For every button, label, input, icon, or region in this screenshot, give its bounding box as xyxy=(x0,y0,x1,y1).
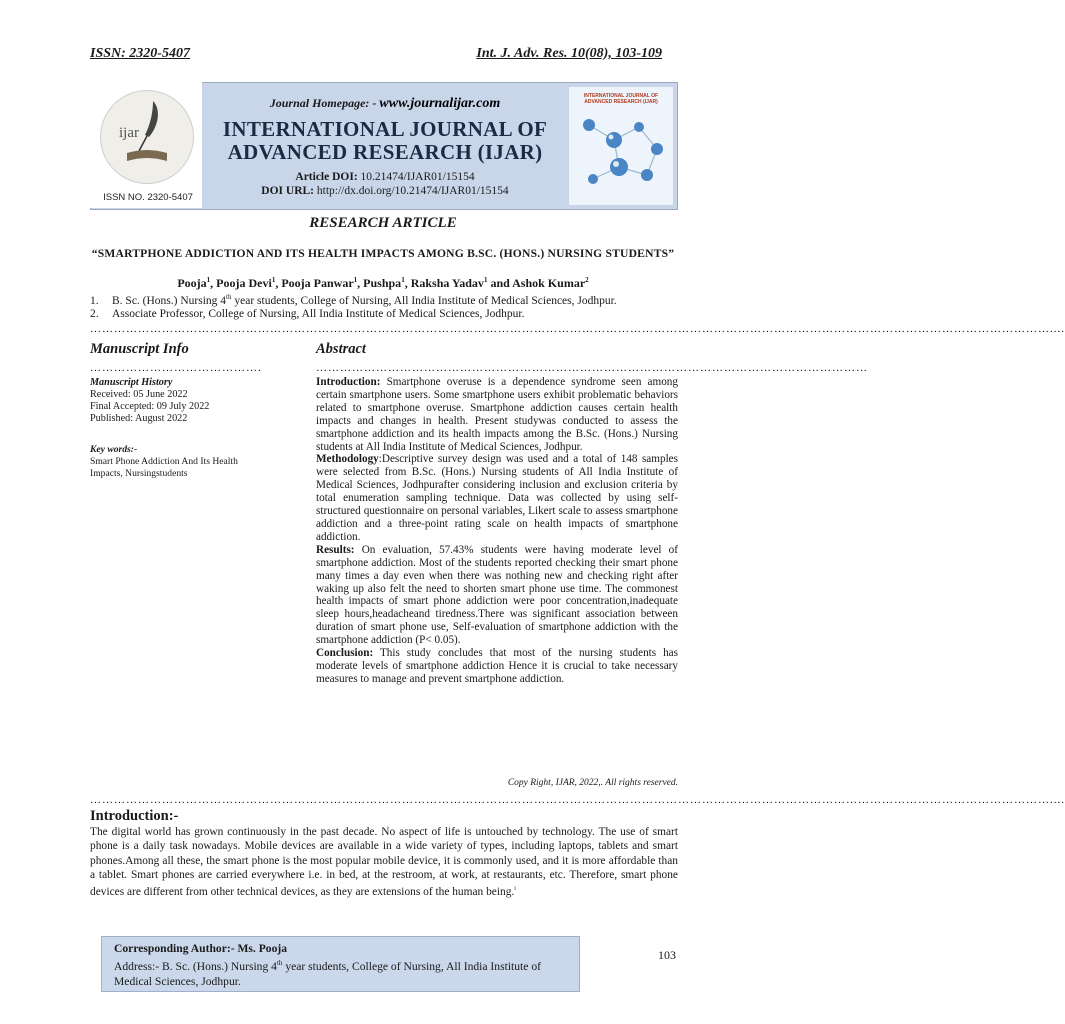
corresponding-author-box xyxy=(101,936,580,992)
abstract-dots: ………………………………………………………………………………………………………………………… xyxy=(316,362,868,374)
dotted-divider: …………………………………………………………………………………………………………………………………………………………………………………………………………………….... xyxy=(90,794,1065,806)
abstract-body xyxy=(316,376,678,686)
doi-label: Article DOI: xyxy=(295,171,358,183)
logo-issn: ISSN NO. 2320-5407 xyxy=(103,192,193,203)
logo-text: ijar xyxy=(119,125,139,141)
affiliation-1: 1. B. Sc. (Hons.) Nursing 4th year students, College of Nursing, All India Institute of Medical Sciences, Jodhpur. xyxy=(90,293,617,307)
article-title: “SMARTPHONE ADDICTION AND ITS HEALTH IMPACTS AMONG B.SC. (HONS.) NURSING STUDENTS” xyxy=(91,247,675,260)
dotted-divider: …………………………………………………………………………………………………………………………………………………………………………………………………………………….... xyxy=(90,323,1065,335)
doi-block xyxy=(202,170,568,198)
article-type: RESEARCH ARTICLE xyxy=(309,215,457,231)
author-name: Raksha Yadav$^1$ xyxy=(410,276,488,290)
author-name: Pooja$^1$ xyxy=(177,276,211,290)
citation-header: Int. J. Adv. Res. 10(08), 103-109 xyxy=(476,46,662,61)
keywords xyxy=(90,444,270,480)
history-label: Manuscript History xyxy=(90,377,173,388)
introduction-heading: Introduction:- xyxy=(90,808,179,824)
author-name: Ashok Kumar$^2$ xyxy=(512,276,589,290)
received-date: Received: 05 June 2022 xyxy=(90,389,188,400)
doi-url[interactable]: http://dx.doi.org/10.21474/IJAR01/15154 xyxy=(316,185,509,197)
page-number: 103 xyxy=(658,948,676,962)
abstract-methodology: Methodology:Descriptive survey design was used and a total of 148 samples were selected from B.Sc. (Hons.) Nursing students of All India Institute of Medical Sciences, Jodhpurafter considering inclusion and exclusion criteria by total enumeration sampling technique. Data was collected by using self-structured questionnaire on personal variables, Likert scale to assess smartphone addiction and a three-point rating scale on health impacts of smartphone addiction. xyxy=(316,453,678,543)
affiliation-2: 2. Associate Professor, College of Nursing, All India Institute of Medical Sciences, Jodhpur. xyxy=(90,308,525,320)
homepage-label: Journal Homepage: - xyxy=(269,96,377,110)
copyright-notice: Copy Right, IJAR, 2022,. All rights reserved. xyxy=(507,778,678,788)
published-date: Published: August 2022 xyxy=(90,413,188,424)
manuscript-dots: ……………………………………. xyxy=(90,362,262,374)
homepage-link[interactable]: www.journalijar.com xyxy=(379,96,501,111)
manuscript-history xyxy=(90,377,280,425)
author-name: Pooja Devi$^1$ xyxy=(216,276,276,290)
journal-cover-thumbnail xyxy=(568,86,674,206)
keywords-text: Smart Phone Addiction And Its Health Impacts, Nursingstudents xyxy=(90,456,238,479)
journal-title: INTERNATIONAL JOURNAL OF ADVANCED RESEARCH (IJAR) xyxy=(222,117,548,164)
ijar-logo xyxy=(100,90,194,184)
keywords-label: Key words:- xyxy=(90,444,138,455)
journal-homepage xyxy=(202,96,568,112)
issn-header: ISSN: 2320-5407 xyxy=(90,46,190,61)
article-doi: 10.21474/IJAR01/15154 xyxy=(360,171,475,183)
reference-marker[interactable]: i xyxy=(514,886,516,893)
abstract-conclusion: Conclusion: This study concludes that most of the nursing students has moderate levels of smartphone addiction Hence it is crucial to take necessary measures to manage and prevent smartphone addiction. xyxy=(316,647,678,685)
author-name: Pooja Panwar$^1$ xyxy=(281,276,358,290)
abstract-introduction: Introduction: Smartphone overuse is a dependence syndrome seen among certain smartphone users. Some smartphone users exhibit problematic behaviors related to smartphone overuse. Smartphone addiction causes certain health impacts and changes in health. Present studywas conducted to assess the smartphone addiction and its health impacts among the B.Sc. (Hons.) Nursing students at All India Institute of Medical Sciences, Jodhpur. xyxy=(316,376,678,453)
doi-url-label: DOI URL: xyxy=(261,185,315,197)
affiliation-number: 2. xyxy=(90,308,99,320)
manuscript-info-heading: Manuscript Info xyxy=(90,341,189,357)
molecule-graphic xyxy=(569,105,673,195)
author-list: Pooja$^1$, Pooja Devi$^1$, Pooja Panwar$^1$, Pushpa$^1$, Raksha Yadav$^1$ and Ashok Kumar$^2$ xyxy=(177,276,589,290)
cover-title: INTERNATIONAL JOURNAL OF ADVANCED RESEARCH (IJAR) xyxy=(583,93,659,105)
abstract-heading: Abstract xyxy=(316,341,366,357)
quill-book-icon xyxy=(101,91,193,183)
introduction-text: The digital world has grown continuously in the past decade. No aspect of life is untouched by technology. The use of smart phone is a daily task nowadays. Mobile devices are available in a wide variety of types, including laptops, tablets and smart phones.Among all these, the smart phone is the most popular mobile device, it is commonly used, and it is more affordable than a tablet. Smart phones are carried everywhere i.e. in bed, at the restroom, at work, at restaurants, etc. Therefore, smart phone devices are different from other technical devices, as they are extensions of the human being.$^i$ xyxy=(90,826,678,898)
accepted-date: Final Accepted: 09 July 2022 xyxy=(90,401,210,412)
corresponding-address: Address:- B. Sc. (Hons.) Nursing 4th year students, College of Nursing, All India Institute of Medical Sciences, Jodhpur. xyxy=(114,959,541,988)
abstract-results: Results: On evaluation, 57.43% students were having moderate level of smartphone addiction. Most of the students reported checking their smart phone many times a day even when there was nothing new and checking right after waking up also felt the need to shorten smart phone use time. The commonest health impacts of smart phone addiction were poor concentration,inadequate sleep hours,headacheand tiredness.There was significant association between duration of smart phone use, Self-evaluation of smartphone addiction with the smartphone addiction (P< 0.05). xyxy=(316,543,678,647)
affiliation-number: 1. xyxy=(90,294,99,307)
author-name: Pushpa$^1$ xyxy=(363,276,405,290)
corresponding-author: Corresponding Author:- Ms. Pooja xyxy=(114,942,288,955)
